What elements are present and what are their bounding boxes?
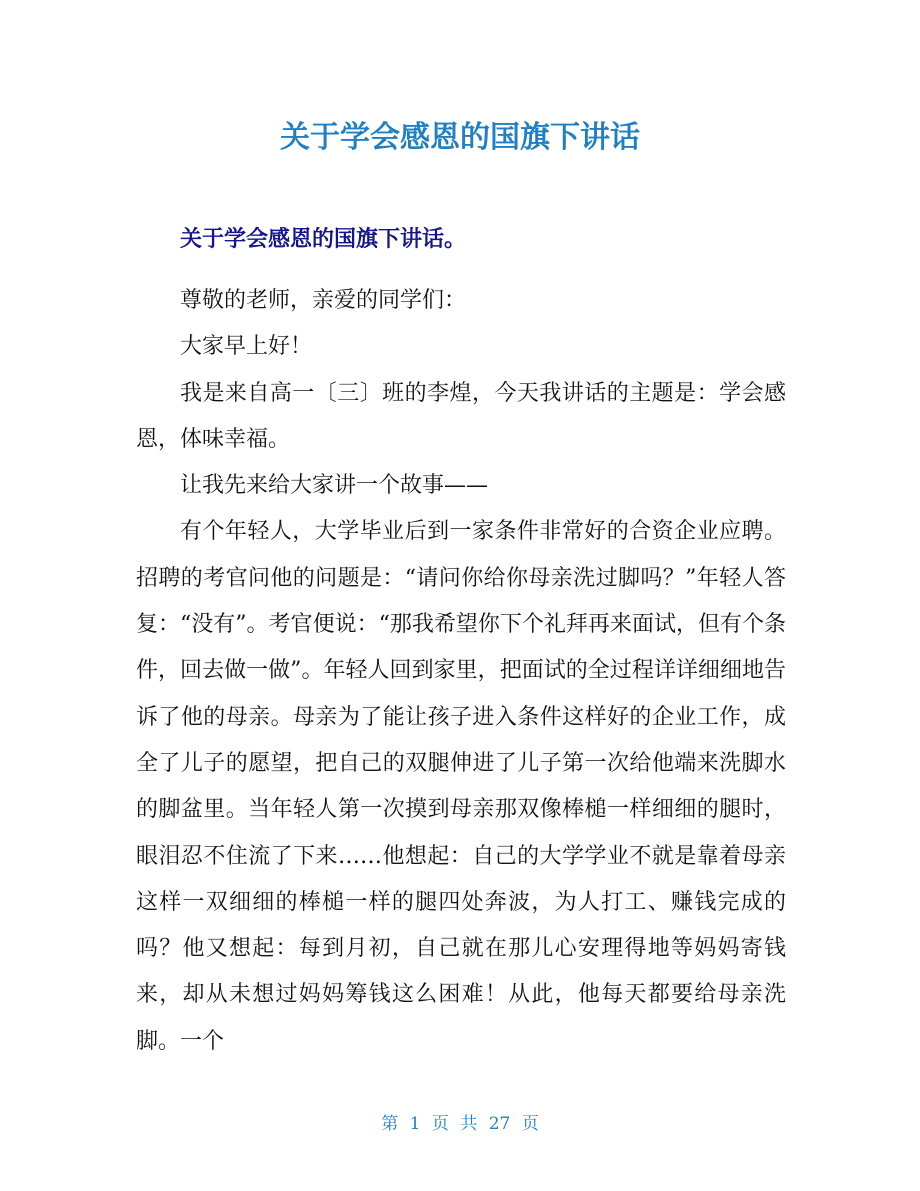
page-number-footer: 第 1 页 共 27 页	[381, 1114, 539, 1134]
paragraph-morning: 大家早上好！	[180, 334, 313, 360]
paragraph-story: 有个年轻人，大学毕业后到一家条件非常好的合资企业应聘。招聘的考官问他的问题是：“请问你给你母亲洗过脚吗？”年轻人答复：“没有”。考官便说：“那我希望你下个礼拜再来面试，但有个条件，回去做一做”。年轻人回到家里，把面试的全过程详详细细地告诉了他的母亲。母亲为了能让孩子进入条件这样好的企业工作，成全了儿子的愿望，把自己的双腿伸进了儿子第一次给他端来洗脚水的脚盆里。当年轻人第一次摸到母亲那双像棒槌一样细细的腿时，眼泪忍不住流了下来……他想起：自己的大学学业不就是靠着母亲这样一双细细的棒槌一样的腿四处奔波，为人打工、赚钱完成的吗？他又想起：每到月初，自己就在那儿心安理得地等妈妈寄钱来，却从未想过妈妈筹钱这么困难！从此，他每天都要给母亲洗脚。一个	[136, 519, 786, 1054]
paragraph-intro: 我是来自高一〔三〕班的李煌，今天我讲话的主题是：学会感恩，体味幸福。	[136, 380, 786, 452]
page-title: 关于学会感恩的国旗下讲话	[280, 120, 640, 155]
paragraph-greeting: 尊敬的老师，亲爱的同学们：	[180, 288, 467, 313]
body-text	[136, 278, 786, 1065]
paragraph-story-lead: 让我先来给大家讲一个故事——	[180, 473, 489, 499]
section-heading: 关于学会感恩的国旗下讲话。	[180, 227, 467, 252]
